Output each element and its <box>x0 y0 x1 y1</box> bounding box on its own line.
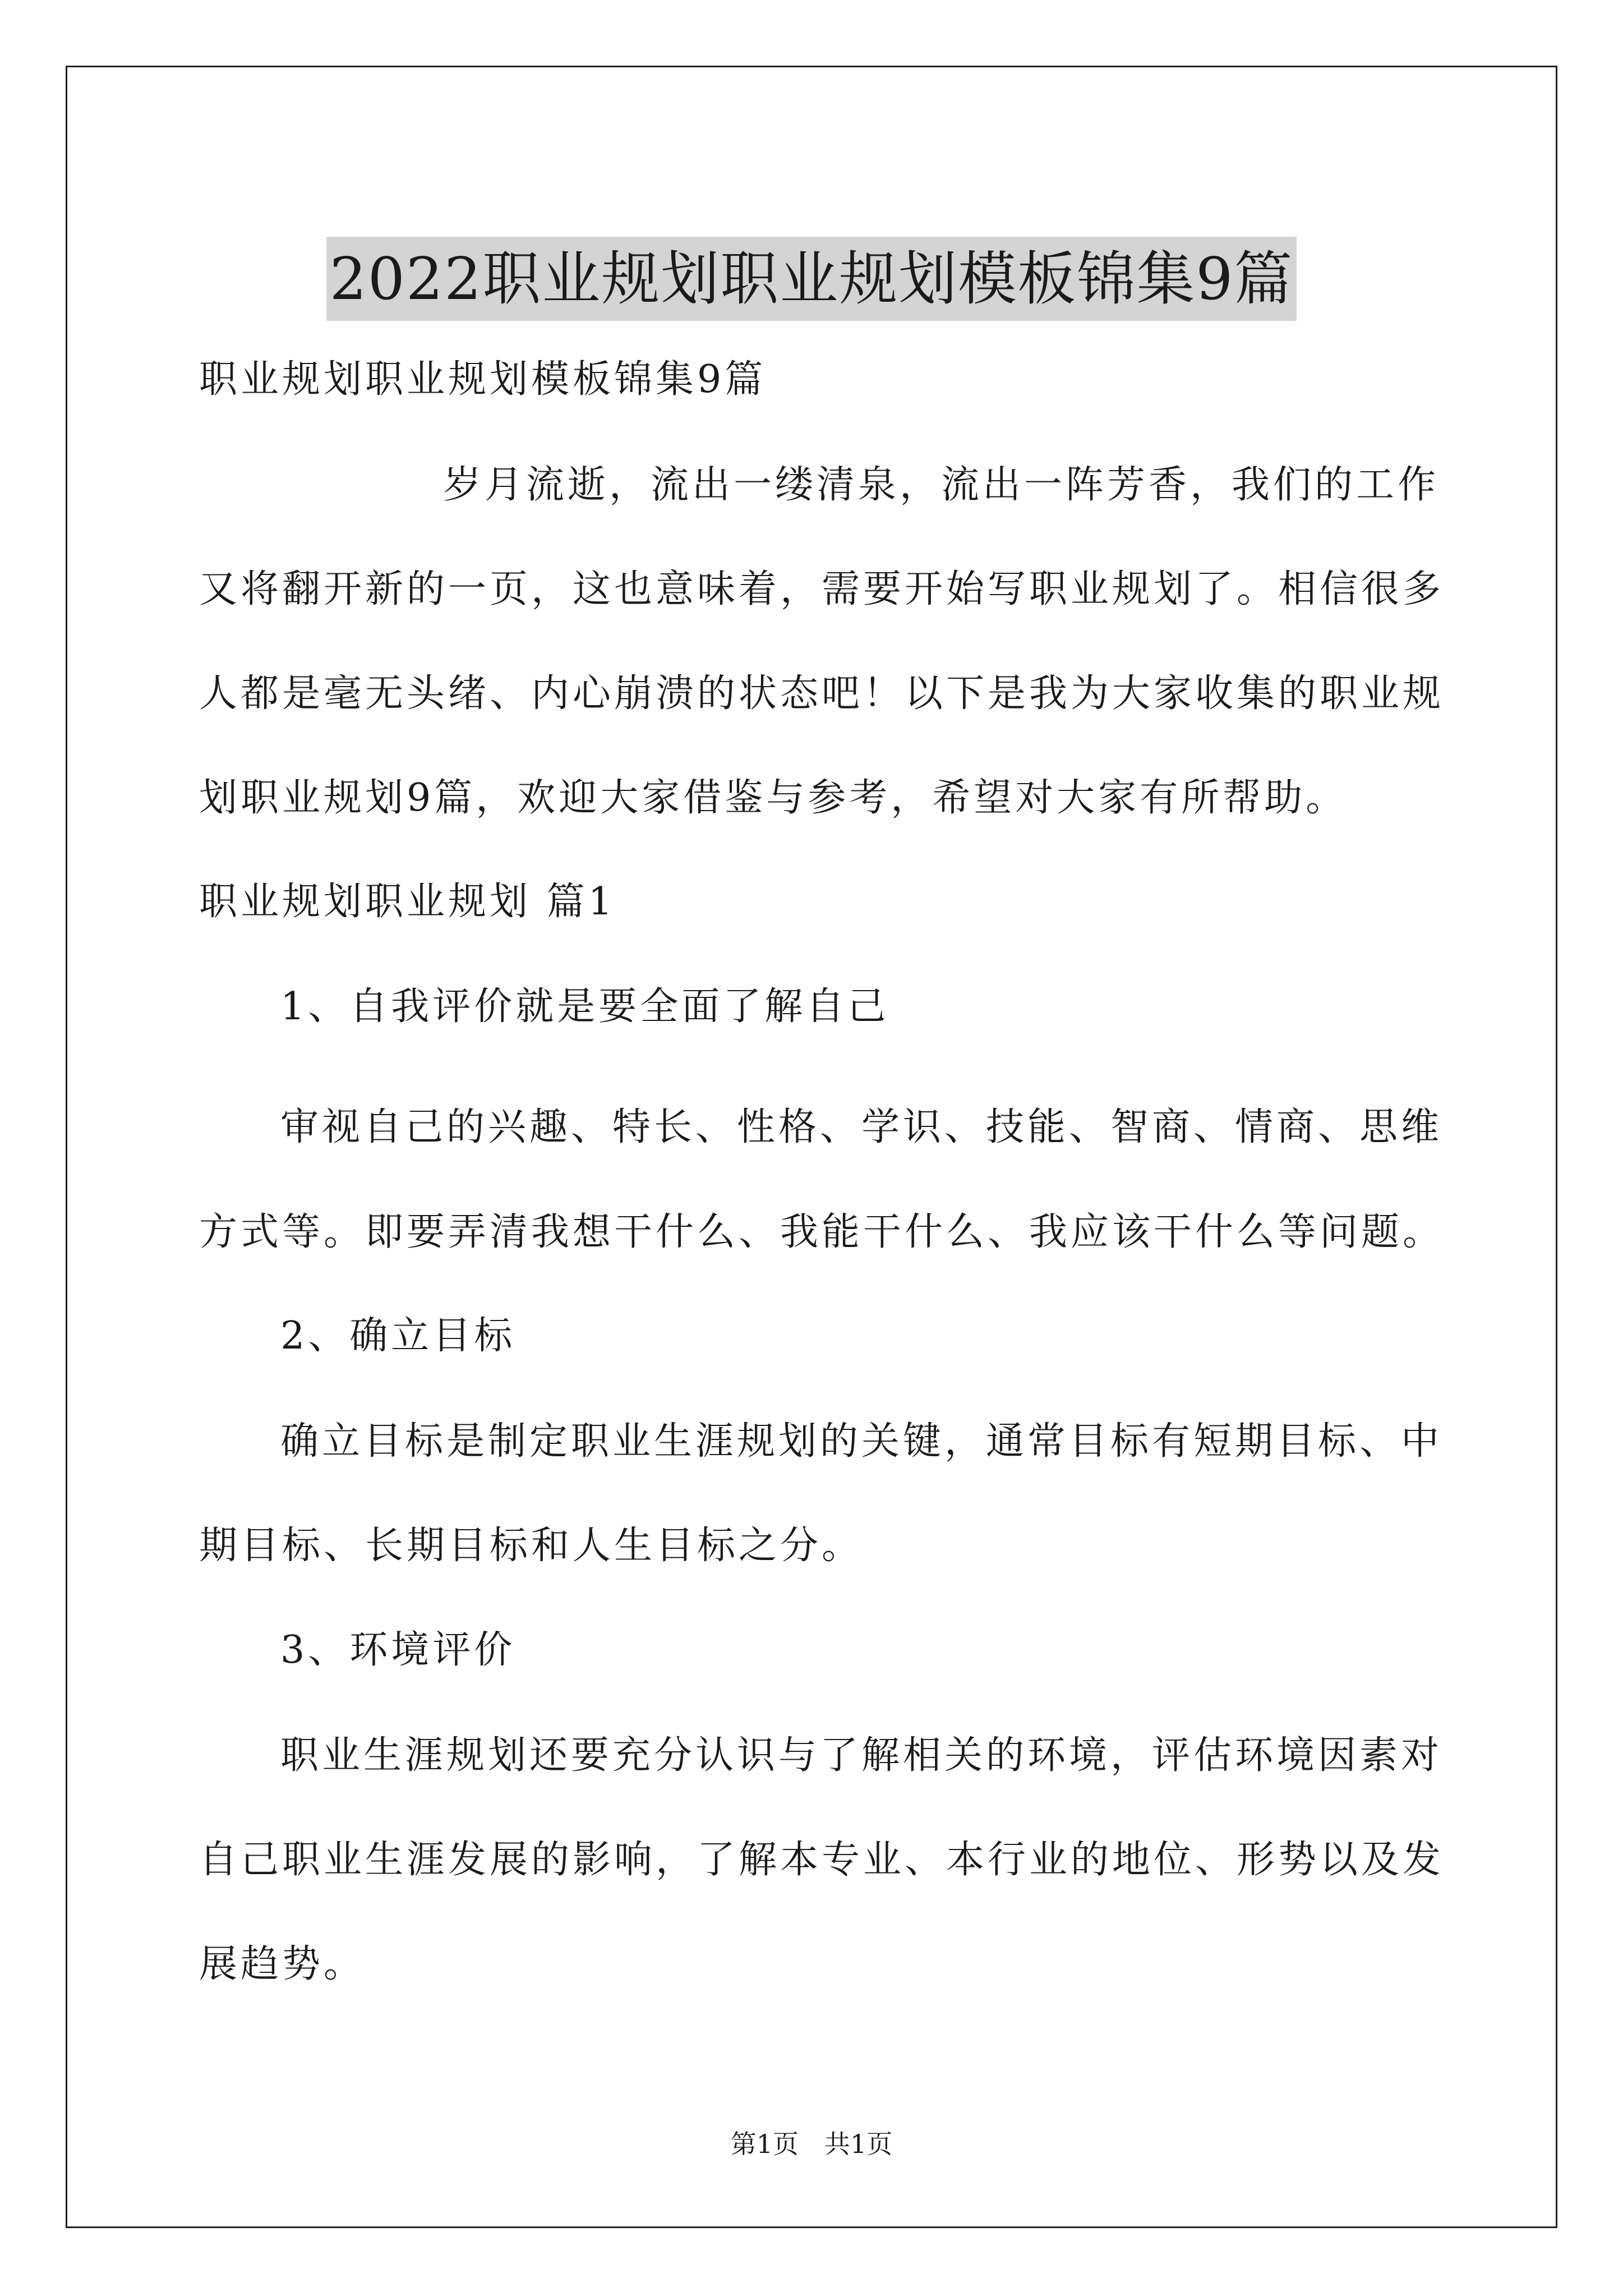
item-body-line: 方式等。即要弄清我想干什么、我能干什么、我应该干什么等问题。 <box>199 1210 1445 1254</box>
page-number: 第1页 <box>730 2129 799 2159</box>
title-container <box>0 197 1623 360</box>
item-heading: 2、确立目标 <box>280 1314 516 1358</box>
item-heading: 3、环境评价 <box>280 1628 516 1672</box>
intro-line: 人都是毫无头绪、内心崩溃的状态吧！以下是我为大家收集的职业规 <box>199 671 1445 716</box>
intro-line: 又将翻开新的一页，这也意味着，需要开始写职业规划了。相信很多 <box>199 567 1445 611</box>
item-body-line: 展趋势。 <box>199 1942 366 1986</box>
item-body-line: 确立目标是制定职业生涯规划的关键，通常目标有短期目标、中 <box>280 1419 1443 1464</box>
item-body-line: 职业生涯规划还要充分认识与了解相关的环境，评估环境因素对 <box>280 1733 1443 1778</box>
document-subtitle: 职业规划职业规划模板锦集9篇 <box>199 357 767 402</box>
page-total: 共1页 <box>824 2129 893 2159</box>
document-title: 2022职业规划职业规划模板锦集9篇 <box>326 237 1297 321</box>
intro-line: 岁月流逝，流出一缕清泉，流出一阵芳香，我们的工作 <box>443 463 1440 507</box>
item-heading: 1、自我评价就是要全面了解自己 <box>280 984 889 1029</box>
section-heading: 职业规划职业规划 篇1 <box>199 880 616 924</box>
item-body-line: 审视自己的兴趣、特长、性格、学识、技能、智商、情商、思维 <box>280 1105 1443 1149</box>
item-body-line: 自己职业生涯发展的影响，了解本专业、本行业的地位、形势以及发 <box>199 1838 1445 1882</box>
item-body-line: 期目标、长期目标和人生目标之分。 <box>199 1524 864 1568</box>
page-footer <box>0 2127 1623 2161</box>
intro-line: 划职业规划9篇，欢迎大家借鉴与参考，希望对大家有所帮助。 <box>199 776 1348 820</box>
